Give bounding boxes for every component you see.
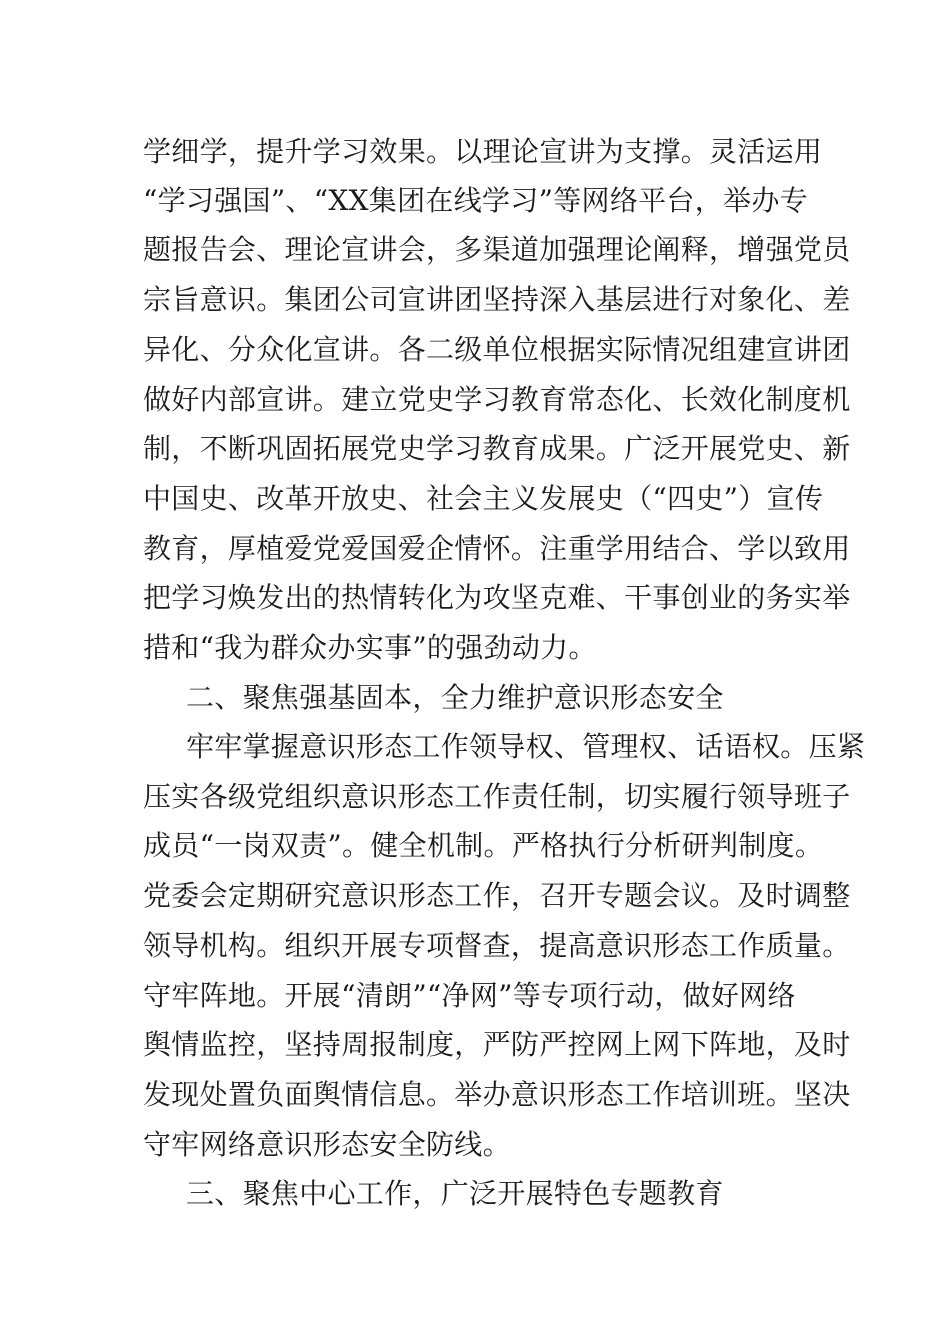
text-line: 宗旨意识。集团公司宣讲团坚持深入基层进行对象化、差 — [143, 283, 851, 316]
text-line: 中国史、改革开放史、社会主义发展史（“四史”）宣传 — [143, 482, 824, 515]
text-line: 教育，厚植爱党爱国爱企情怀。注重学用结合、学以致用 — [143, 532, 851, 565]
text-line: 领导机构。组织开展专项督查，提高意识形态工作质量。 — [143, 929, 851, 962]
text-line: 做好内部宣讲。建立党史学习教育常态化、长效化制度机 — [143, 383, 851, 416]
text-line: 守牢阵地。开展“清朗”“净网”等专项行动，做好网络 — [143, 979, 796, 1012]
text-line: 措和“我为群众办实事”的强劲动力。 — [143, 631, 597, 664]
text-line: 牢牢掌握意识形态工作领导权、管理权、话语权。压紧 — [186, 730, 866, 763]
text-line: 压实各级党组织意识形态工作责任制，切实履行领导班子 — [143, 780, 851, 813]
text-line: 学细学，提升学习效果。以理论宣讲为支撑。灵活运用 — [143, 135, 823, 168]
text-line: 舆情监控，坚持周报制度，严防严控网上网下阵地，及时 — [143, 1028, 851, 1061]
section-heading-2: 二、聚焦强基固本，全力维护意识形态安全 — [186, 681, 724, 714]
text-line: 题报告会、理论宣讲会，多渠道加强理论阐释，增强党员 — [143, 233, 851, 266]
text-line: 党委会定期研究意识形态工作，召开专题会议。及时调整 — [143, 879, 851, 912]
text-line: “学习强国”、“XX集团在线学习”等网络平台，举办专 — [143, 184, 808, 217]
text-line: 守牢网络意识形态安全防线。 — [143, 1128, 511, 1161]
text-line: 成员“一岗双责”。健全机制。严格执行分析研判制度。 — [143, 829, 824, 862]
section-heading-3: 三、聚焦中心工作，广泛开展特色专题教育 — [186, 1177, 724, 1210]
text-line: 发现处置负面舆情信息。举办意识形态工作培训班。坚决 — [143, 1078, 851, 1111]
text-line: 制，不断巩固拓展党史学习教育成果。广泛开展党史、新 — [143, 432, 851, 465]
text-line: 把学习焕发出的热情转化为攻坚克难、干事创业的务实举 — [143, 581, 851, 614]
text-line: 异化、分众化宣讲。各二级单位根据实际情况组建宣讲团 — [143, 333, 851, 366]
